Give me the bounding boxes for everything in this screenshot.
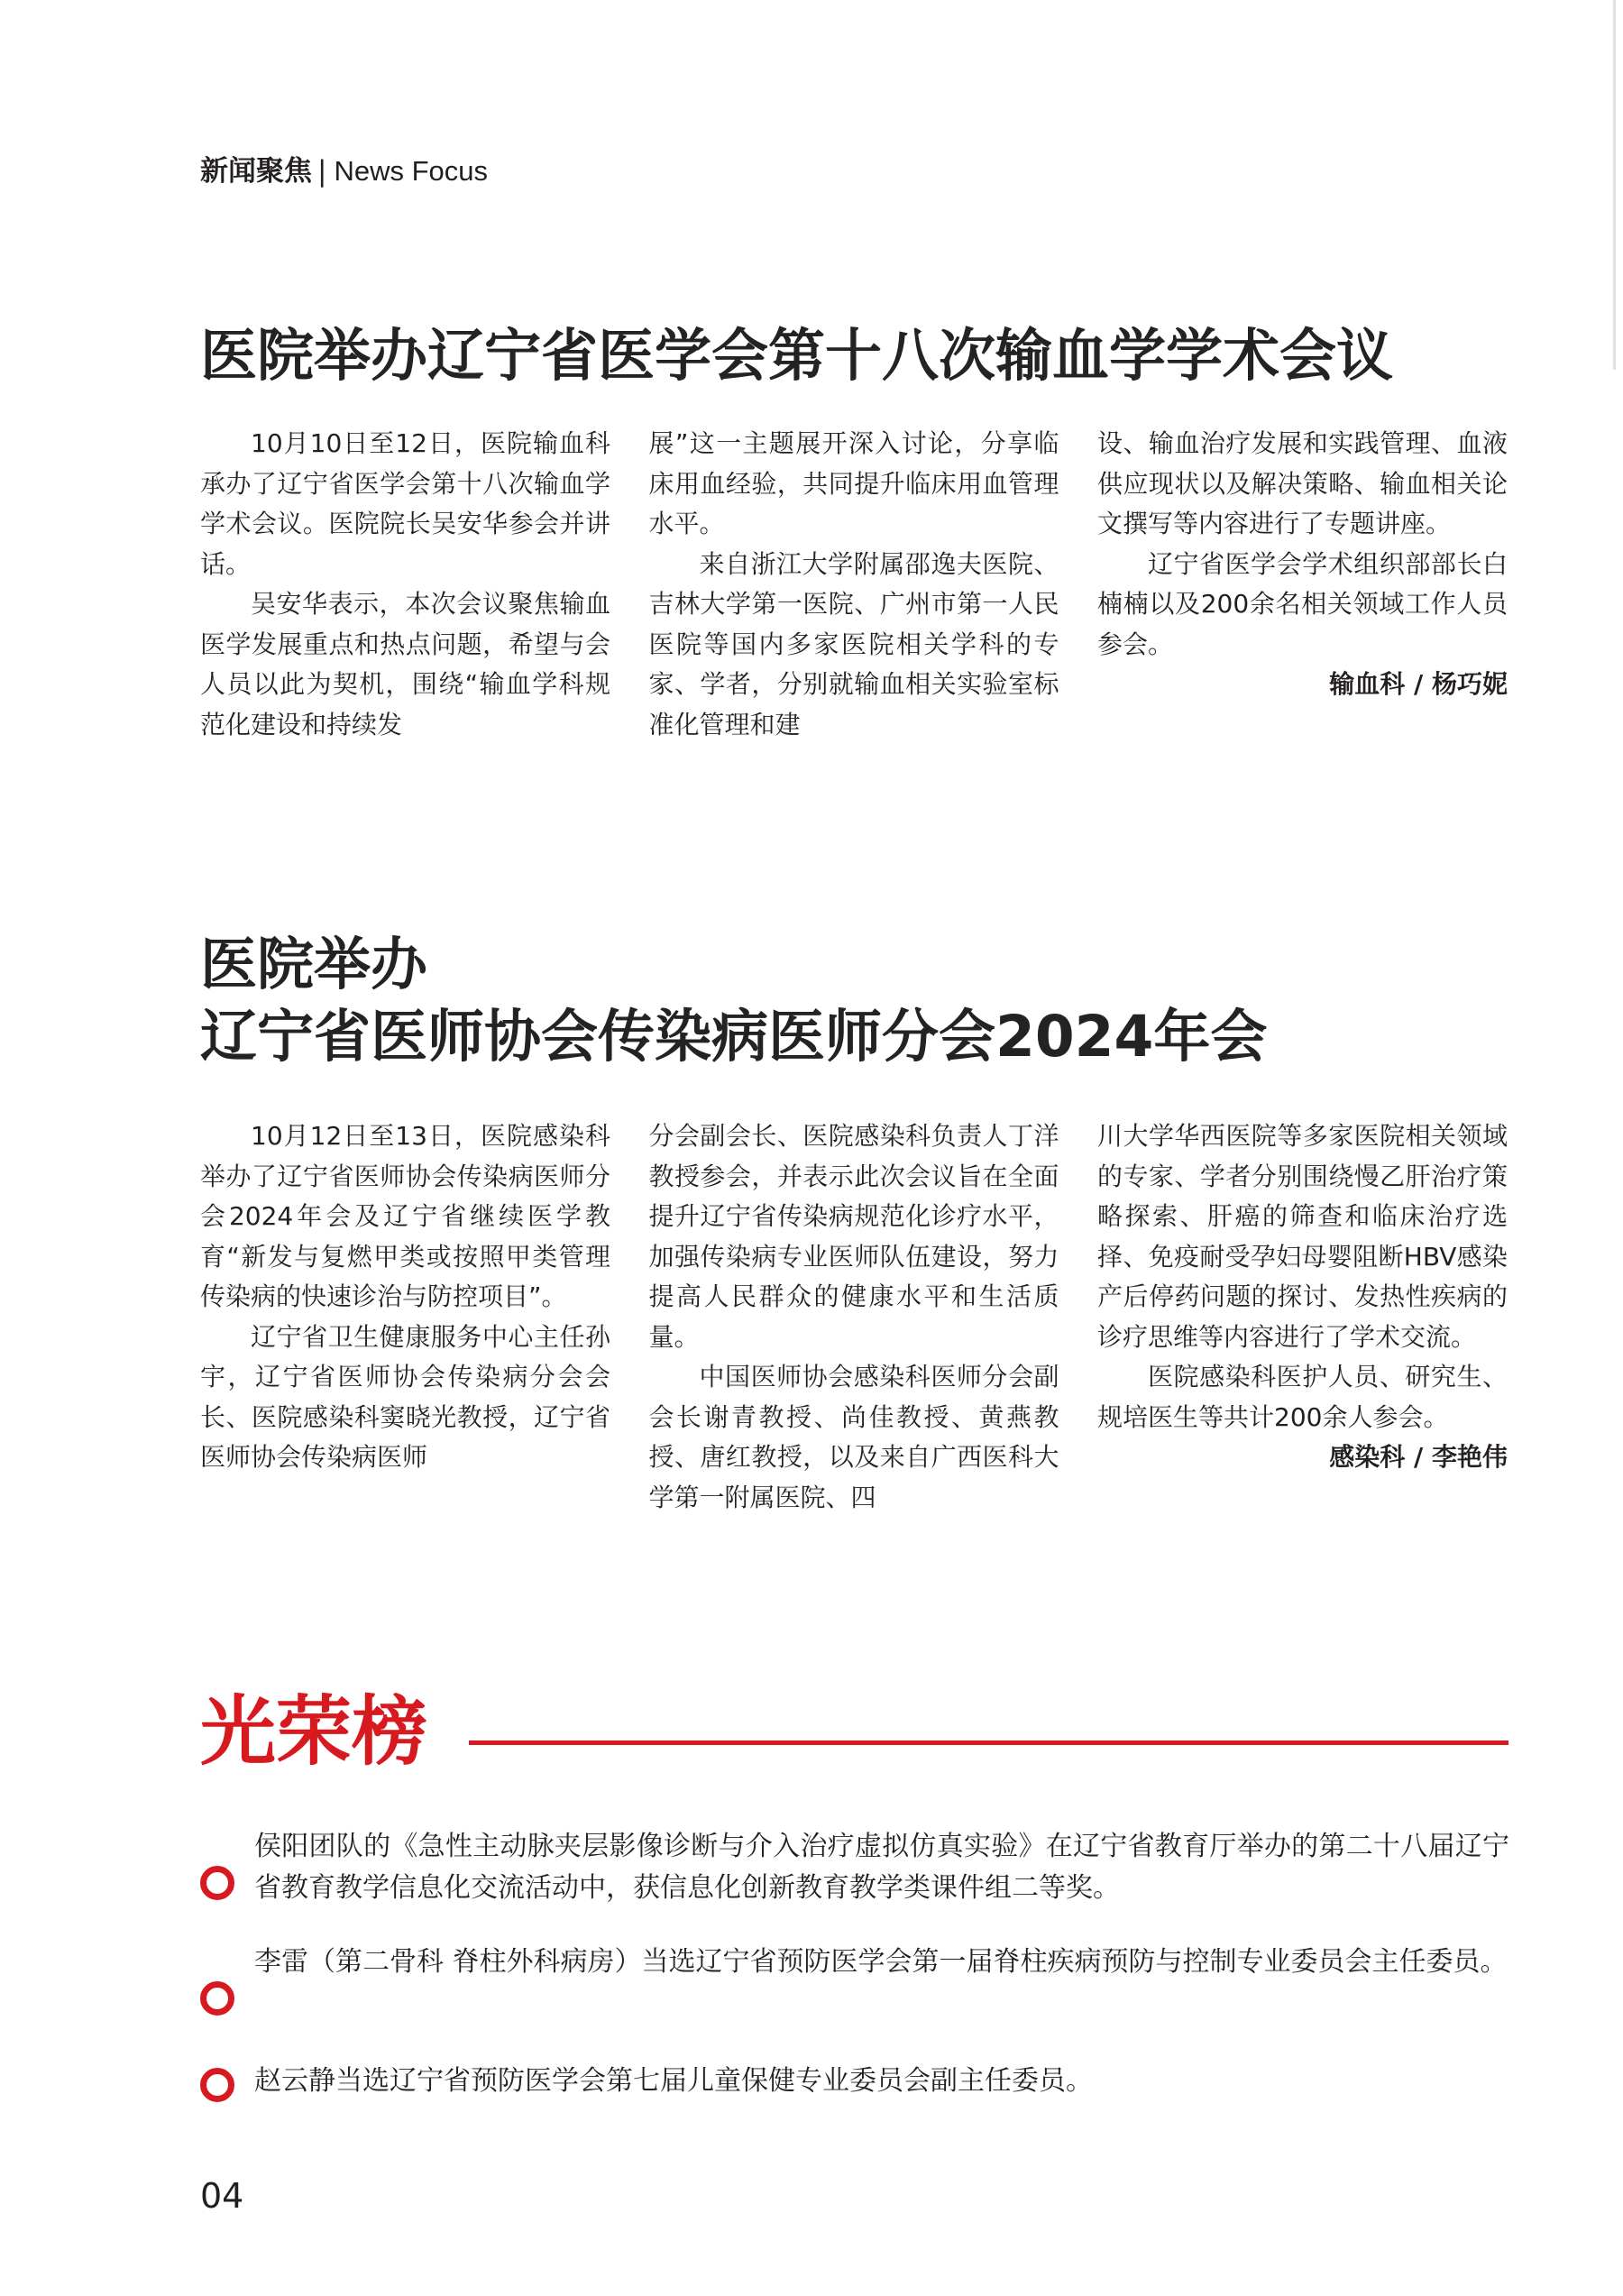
ring-bullet-icon — [200, 1866, 234, 1900]
article2-paragraph: 辽宁省卫生健康服务中心主任孙宇，辽宁省医师协会传染病分会会长、医院感染科窦晓光教授，辽宁省医师协会传染病医师 — [200, 1321, 610, 1472]
honor-item-text: 赵云静当选辽宁省预防医学会第七届儿童保健专业委员会副主任委员。 — [254, 2065, 1093, 2097]
section-separator: | — [317, 155, 327, 188]
article1-paragraph: 来自浙江大学附属邵逸夫医院、吉林大学第一医院、广州市第一人民医院等国内多家医院相关学科的专家、学者，分别就输血相关实验室标准化管理和建 — [648, 548, 1059, 739]
article2-body — [200, 1116, 1508, 1518]
honor-roll-divider — [469, 1740, 1508, 1745]
section-header — [200, 153, 488, 189]
article2-column-2 — [649, 1116, 1059, 1518]
article2-paragraph: 分会副会长、医院感染科负责人丁洋教授参会，并表示此次会议旨在全面提升辽宁省传染病规范化诊疗水平，加强传染病专业医师队伍建设，努力提高人民群众的健康水平和生活质量。 — [648, 1121, 1059, 1352]
article2-title — [200, 929, 1267, 1073]
article1-body — [200, 424, 1508, 745]
honor-item — [200, 1826, 1509, 1909]
article1-column-3 — [1097, 424, 1508, 745]
section-title-en: News Focus — [334, 155, 488, 187]
honor-item — [200, 2061, 1509, 2102]
article2-title-line1: 医院举办 — [200, 932, 427, 997]
article1-paragraph: 吴安华表示，本次会议聚焦输血医学发展重点和热点问题，希望与会人员以此为契机，围绕“输血学科规范化建设和持续发 — [200, 589, 610, 739]
honor-item-text: 侯阳团队的《急性主动脉夹层影像诊断与介入治疗虚拟仿真实验》在辽宁省教育厅举办的第二十八届辽宁省教育教学信息化交流活动中，获信息化创新教育教学类课件组二等奖。 — [254, 1831, 1509, 1904]
article1-byline: 输血科 / 杨巧妮 — [1329, 669, 1508, 699]
honor-item-text: 李雷（第二骨科 脊柱外科病房）当选辽宁省预防医学会第一届脊柱疾病预防与控制专业委员会主任委员。 — [254, 1946, 1508, 1978]
honor-roll-title: 光荣榜 — [200, 1686, 428, 1776]
page-number: 04 — [200, 2176, 244, 2216]
section-title-zh: 新闻聚焦 — [200, 155, 312, 188]
article1-paragraph: 10月10日至12日，医院输血科承办了辽宁省医学会第十八次输血学学术会议。医院院长吴安华参会并讲话。 — [200, 428, 610, 579]
article1-title: 医院举办辽宁省医学会第十八次输血学学术会议 — [200, 323, 1393, 389]
article2-byline: 感染科 / 李艳伟 — [1329, 1442, 1508, 1472]
article1-paragraph: 设、输血治疗发展和实践管理、血液供应现状以及解决策略、输血相关论文撰写等内容进行了专题讲座。 — [1097, 428, 1508, 538]
article2-paragraph: 医院感染科医护人员、研究生、规培医生等共计200余人参会。 — [1097, 1362, 1508, 1432]
article2-column-3 — [1097, 1116, 1508, 1518]
article1-column-2 — [649, 424, 1059, 745]
article2-title-line2: 辽宁省医师协会传染病医师分会2024年会 — [200, 1004, 1268, 1070]
article1-column-1 — [200, 424, 610, 745]
article2-column-1 — [200, 1116, 610, 1518]
article2-paragraph: 川大学华西医院等多家医院相关领域的专家、学者分别围绕慢乙肝治疗策略探索、肝癌的筛查和临床治疗选择、免疫耐受孕妇母婴阻断HBV感染产后停药问题的探讨、发热性疾病的诊疗思维等内容进行了学术交流。 — [1097, 1121, 1508, 1352]
ring-bullet-icon — [200, 2068, 234, 2102]
article2-paragraph: 中国医师协会感染科医师分会副会长谢青教授、尚佳教授、黄燕教授、唐红教授，以及来自广西医科大学第一附属医院、四 — [648, 1362, 1059, 1512]
page-edge-line — [1613, 0, 1616, 370]
article1-paragraph: 展”这一主题展开深入讨论，分享临床用血经验，共同提升临床用血管理水平。 — [648, 428, 1059, 538]
article2-paragraph: 10月12日至13日，医院感染科举办了辽宁省医师协会传染病医师分会2024年会及辽宁省继续医学教育“新发与复燃甲类或按照甲类管理传染病的快速诊治与防控项目”。 — [200, 1121, 610, 1311]
article1-paragraph: 辽宁省医学会学术组织部部长白楠楠以及200余名相关领域工作人员参会。 — [1097, 548, 1508, 659]
honor-item — [200, 1942, 1509, 1983]
ring-bullet-icon — [200, 1981, 234, 2016]
